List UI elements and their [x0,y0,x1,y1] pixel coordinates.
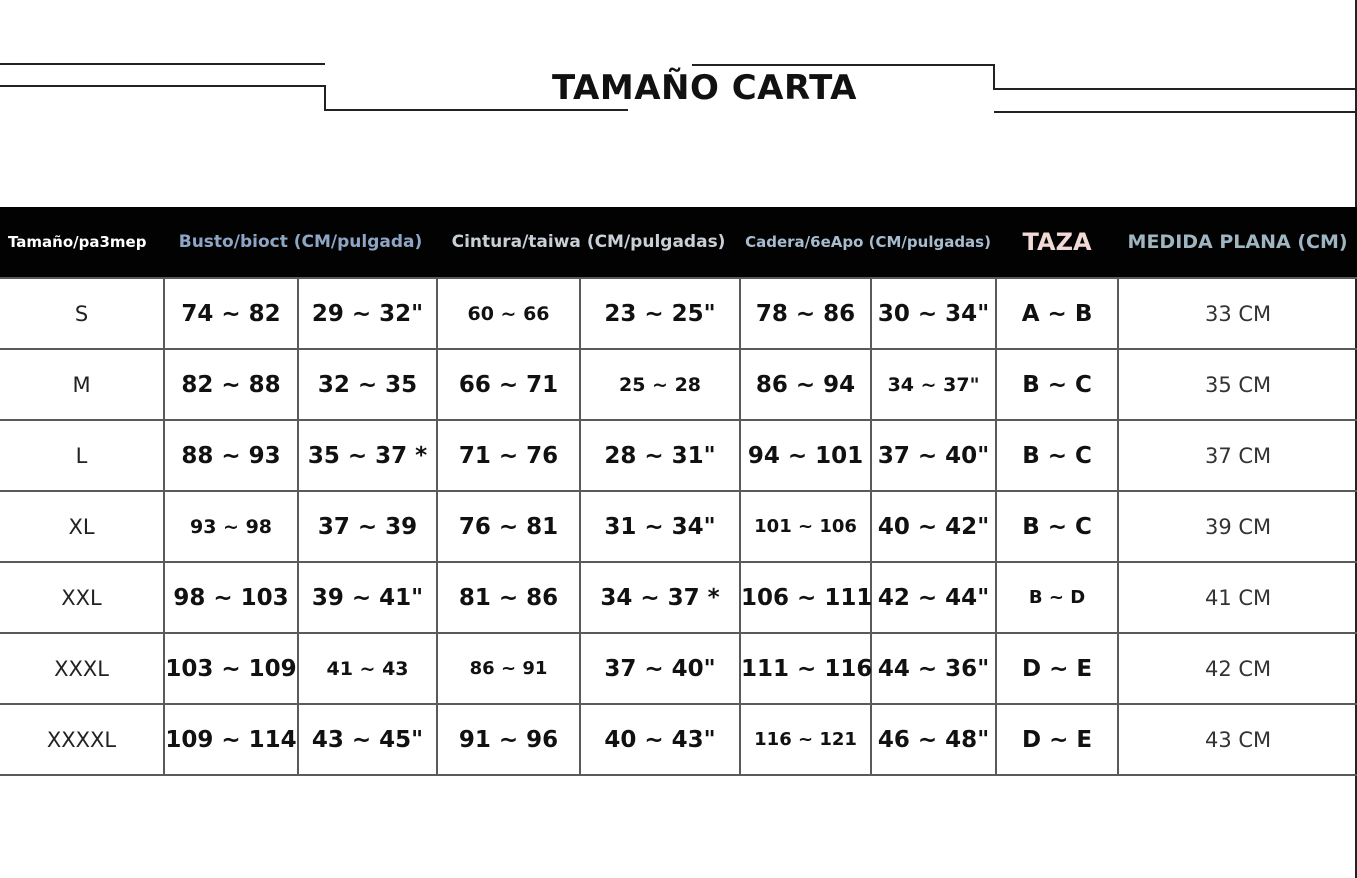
cell-hip-in: 34 ~ 37" [871,349,996,420]
cell-flat: 35 CM [1118,349,1357,420]
cell-bust-in: 35 ~ 37 * [298,420,437,491]
header-cup: TAZA [996,207,1118,278]
page-title: TAMAÑO CARTA [552,68,857,108]
cell-bust-in: 32 ~ 35 [298,349,437,420]
cell-waist-cm: 66 ~ 71 [437,349,580,420]
table-row [0,562,1357,633]
cell-cup: D ~ E [996,633,1118,704]
cell-waist-in: 40 ~ 43" [580,704,740,775]
cell-waist-in: 31 ~ 34" [580,491,740,562]
cell-bust-cm: 98 ~ 103 [164,562,298,633]
table-row [0,704,1357,775]
cell-bust-cm: 93 ~ 98 [164,491,298,562]
cell-waist-in: 25 ~ 28 [580,349,740,420]
header-flat-measure: MEDIDA PLANA (CM) [1118,207,1357,278]
cell-cup: B ~ C [996,491,1118,562]
cell-waist-cm: 71 ~ 76 [437,420,580,491]
cell-hip-cm: 116 ~ 121 [740,704,871,775]
cell-waist-cm: 91 ~ 96 [437,704,580,775]
cell-cup: B ~ C [996,420,1118,491]
cell-hip-in: 40 ~ 42" [871,491,996,562]
table-row [0,491,1357,562]
cell-bust-in: 39 ~ 41" [298,562,437,633]
table-row [0,349,1357,420]
cell-flat: 37 CM [1118,420,1357,491]
cell-size: XL [0,491,164,562]
cell-bust-cm: 88 ~ 93 [164,420,298,491]
cell-bust-in: 41 ~ 43 [298,633,437,704]
cell-cup: B ~ D [996,562,1118,633]
header-bust: Busto/bioct (CM/pulgada) [164,207,437,278]
cell-hip-in: 42 ~ 44" [871,562,996,633]
table-row [0,278,1357,349]
cell-size: XXXXL [0,704,164,775]
cell-cup: B ~ C [996,349,1118,420]
cell-waist-in: 28 ~ 31" [580,420,740,491]
cell-cup: D ~ E [996,704,1118,775]
cell-size: S [0,278,164,349]
header-size: Tamaño/pa3mep [0,207,164,278]
cell-hip-cm: 86 ~ 94 [740,349,871,420]
cell-waist-cm: 76 ~ 81 [437,491,580,562]
header-hip: Cadera/6eApo (CM/pulgadas) [740,207,996,278]
cell-hip-in: 46 ~ 48" [871,704,996,775]
cell-size: XXL [0,562,164,633]
cell-waist-cm: 81 ~ 86 [437,562,580,633]
table-row [0,633,1357,704]
cell-bust-in: 43 ~ 45" [298,704,437,775]
cell-hip-cm: 111 ~ 116 [740,633,871,704]
header-waist: Cintura/taiwa (CM/pulgadas) [437,207,740,278]
cell-bust-in: 37 ~ 39 [298,491,437,562]
cell-size: L [0,420,164,491]
cell-bust-in: 29 ~ 32" [298,278,437,349]
cell-flat: 41 CM [1118,562,1357,633]
cell-flat: 33 CM [1118,278,1357,349]
cell-flat: 39 CM [1118,491,1357,562]
cell-hip-cm: 106 ~ 111 [740,562,871,633]
cell-waist-in: 34 ~ 37 * [580,562,740,633]
cell-hip-cm: 78 ~ 86 [740,278,871,349]
cell-cup: A ~ B [996,278,1118,349]
size-chart-table [0,207,1357,776]
cell-flat: 43 CM [1118,704,1357,775]
cell-hip-in: 44 ~ 36" [871,633,996,704]
table-header-row [0,207,1357,278]
cell-hip-in: 30 ~ 34" [871,278,996,349]
cell-waist-cm: 60 ~ 66 [437,278,580,349]
cell-flat: 42 CM [1118,633,1357,704]
cell-bust-cm: 74 ~ 82 [164,278,298,349]
cell-waist-in: 37 ~ 40" [580,633,740,704]
cell-size: M [0,349,164,420]
cell-hip-cm: 101 ~ 106 [740,491,871,562]
cell-size: XXXL [0,633,164,704]
cell-bust-cm: 109 ~ 114 [164,704,298,775]
cell-bust-cm: 82 ~ 88 [164,349,298,420]
cell-waist-in: 23 ~ 25" [580,278,740,349]
cell-waist-cm: 86 ~ 91 [437,633,580,704]
table-row [0,420,1357,491]
cell-hip-cm: 94 ~ 101 [740,420,871,491]
cell-hip-in: 37 ~ 40" [871,420,996,491]
cell-bust-cm: 103 ~ 109 [164,633,298,704]
